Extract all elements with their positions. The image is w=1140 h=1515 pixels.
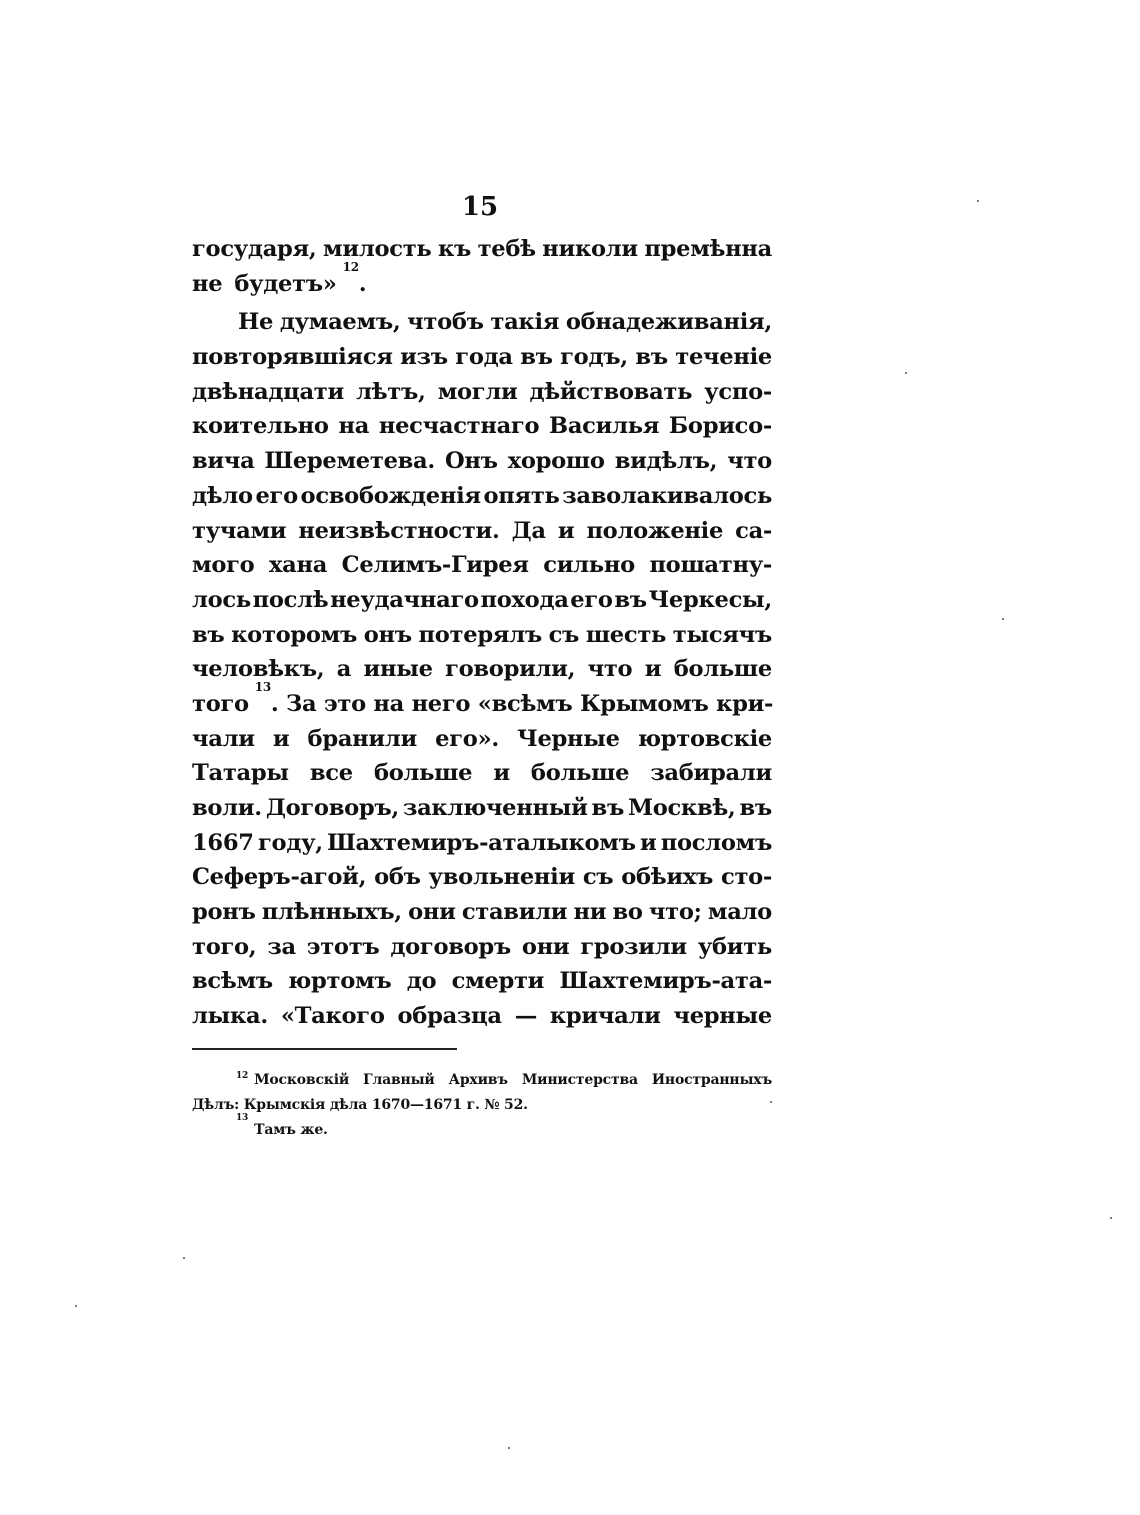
body-line	[192, 722, 772, 757]
word: въ	[520, 344, 553, 371]
word: въ	[192, 621, 225, 648]
word: дѣло	[192, 482, 253, 509]
word: убить	[697, 933, 772, 960]
word: во	[612, 899, 643, 926]
word: того	[192, 690, 249, 717]
body-line	[192, 583, 772, 618]
word: Татары	[192, 760, 289, 787]
word: черные	[673, 1003, 772, 1030]
scan-speck	[905, 372, 907, 374]
word: ронъ	[192, 899, 256, 926]
word: воли.	[192, 795, 262, 821]
footnote-12-line2: Дѣлъ: Крымскія дѣла 1670—1671 г. № 52.	[192, 1097, 528, 1113]
word: и	[493, 760, 510, 787]
footnote-word: Иностранныхъ	[651, 1072, 772, 1088]
word: образца	[397, 1003, 502, 1030]
body-line	[192, 259, 772, 302]
word: въ	[614, 586, 647, 613]
word: чтобъ	[407, 309, 484, 336]
word: его	[255, 482, 298, 509]
word: похода	[480, 586, 569, 613]
word: забирали	[650, 760, 772, 787]
word: «Такого	[280, 1003, 385, 1030]
footnote-13-marker: 13	[236, 1113, 249, 1123]
word: они	[521, 933, 570, 960]
body-line	[192, 479, 772, 514]
word: чали	[192, 725, 255, 752]
word: все	[309, 760, 353, 787]
body-line	[192, 679, 774, 722]
word: году,	[258, 829, 323, 856]
word: до	[406, 968, 437, 995]
word: са-	[735, 517, 772, 544]
word: Шахтемиръ-аталыкомъ	[327, 829, 636, 856]
word: могли	[437, 378, 518, 405]
word: иные	[363, 656, 433, 683]
word: въ	[591, 795, 624, 821]
word: Онъ	[445, 448, 498, 475]
word: милость	[323, 236, 432, 262]
word: Сеферъ-агой,	[192, 864, 367, 891]
body-line	[192, 548, 772, 583]
word: видѣлъ,	[614, 448, 718, 475]
word: сто-	[720, 864, 772, 891]
body-line	[192, 305, 772, 340]
word: тебѣ	[477, 236, 536, 262]
word: и	[639, 829, 657, 856]
word: кричали	[549, 1003, 661, 1030]
word: такія	[490, 309, 560, 336]
word: не	[192, 270, 223, 297]
body-line	[192, 791, 772, 826]
word: хана	[269, 552, 328, 579]
scan-speck	[1002, 618, 1004, 620]
word: думаемъ,	[279, 309, 401, 336]
footnote-divider	[192, 1048, 457, 1050]
line-tail: . За это на него «всѣмъ Крымомъ кри-	[270, 690, 774, 717]
word: Договоръ,	[265, 795, 399, 821]
word: пошатну-	[649, 552, 772, 579]
word: его	[570, 586, 613, 613]
footnote-12-first-word	[236, 1068, 349, 1093]
word: говорили,	[445, 656, 576, 683]
word: а	[336, 656, 352, 683]
word: что;	[648, 899, 702, 926]
word: неудачнаго	[330, 586, 479, 613]
word: изъ	[400, 344, 448, 371]
word: и	[644, 656, 662, 683]
word: послѣ	[252, 586, 329, 613]
word: ни	[573, 899, 607, 926]
word: больше	[673, 656, 772, 683]
word: двѣнадцати	[192, 378, 344, 405]
word: Борисо-	[668, 413, 772, 440]
word: Москвѣ,	[627, 795, 736, 821]
body-line	[192, 340, 772, 375]
word: лѣтъ,	[356, 378, 426, 405]
word: грозили	[580, 933, 687, 960]
body-line	[192, 756, 772, 791]
word: и	[272, 725, 290, 752]
word: юртовскіе	[637, 725, 772, 752]
body-text	[192, 232, 772, 1034]
line-tail: .	[358, 270, 367, 297]
body-line	[192, 999, 772, 1034]
page-number: 15	[461, 192, 499, 222]
word: юртомъ	[288, 968, 392, 995]
word: Шахтемиръ-ата-	[559, 968, 772, 995]
word: съ	[548, 621, 580, 648]
body-line	[192, 860, 772, 895]
footnote-word: Министерства	[521, 1072, 638, 1088]
word: теченіе	[675, 344, 772, 371]
body-line	[192, 444, 772, 479]
scan-speck	[75, 1305, 77, 1307]
word: больше	[373, 760, 473, 787]
word: плѣнныхъ,	[261, 899, 402, 926]
word: Селимъ-Гирея	[341, 552, 529, 579]
word: человѣкъ,	[192, 656, 325, 683]
word: къ	[437, 236, 472, 262]
footnote-word: Московскій	[254, 1072, 349, 1088]
word: въ	[739, 795, 772, 821]
word: Да	[511, 517, 546, 544]
footnote-reference: 12	[342, 259, 359, 274]
body-line	[192, 826, 772, 861]
word: всѣмъ	[192, 968, 273, 995]
word: объ	[374, 864, 421, 891]
word: ставили	[461, 899, 568, 926]
word: сильно	[543, 552, 635, 579]
footnote-12-line1	[192, 1068, 772, 1093]
word: договоръ	[390, 933, 511, 960]
footnote-13	[192, 1113, 772, 1143]
body-line	[192, 375, 772, 410]
word: того,	[192, 933, 257, 960]
word: шесть	[585, 621, 667, 648]
footnote-13-text: Тамъ же.	[254, 1122, 328, 1138]
word: года	[455, 344, 513, 371]
scan-speck	[770, 1101, 772, 1103]
word: освобожденія	[300, 482, 481, 509]
word: мого	[192, 552, 255, 579]
word: и	[557, 517, 575, 544]
word: на	[338, 413, 370, 440]
word: николи	[542, 236, 638, 262]
word: Не	[238, 309, 274, 336]
word: несчастнаго	[378, 413, 540, 440]
body-line	[192, 618, 772, 653]
word: государя,	[192, 236, 317, 262]
word: премѣнна	[644, 236, 772, 262]
word: тучами	[192, 517, 287, 544]
word: годъ,	[560, 344, 628, 371]
footnote-reference: 13	[254, 679, 271, 694]
body-line	[192, 895, 772, 930]
body-line	[192, 232, 772, 267]
word: лось	[192, 586, 251, 613]
word: Василья	[549, 413, 660, 440]
word: съ	[582, 864, 614, 891]
word: вича	[192, 448, 255, 475]
word: будетъ»	[234, 270, 337, 297]
word: заволакивалось	[562, 482, 772, 509]
scan-speck	[508, 1447, 510, 1449]
word: Черкесы,	[648, 586, 772, 613]
footnote-12-marker: 12	[236, 1071, 249, 1081]
word: лыка.	[192, 1003, 268, 1030]
body-line	[192, 964, 772, 999]
word: хорошо	[507, 448, 605, 475]
footnote-word: Архивъ	[448, 1072, 508, 1088]
word: успо-	[704, 378, 772, 405]
footnote-word: Главный	[363, 1072, 435, 1088]
word: —	[514, 1003, 537, 1030]
word: что	[587, 656, 633, 683]
word: въ	[635, 344, 668, 371]
word: этотъ	[306, 933, 380, 960]
word: за	[267, 933, 296, 960]
word: Шереметева.	[264, 448, 435, 475]
word: повторявшіяся	[192, 344, 393, 371]
body-line	[192, 409, 772, 444]
scan-speck	[183, 1257, 185, 1259]
word: что	[727, 448, 772, 475]
word: больше	[530, 760, 630, 787]
word: мало	[707, 899, 772, 926]
word: посломъ	[660, 829, 772, 856]
word: смерти	[451, 968, 545, 995]
word: увольненіи	[428, 864, 575, 891]
word: его».	[435, 725, 499, 752]
word: коительно	[192, 413, 329, 440]
word: заключенный	[402, 795, 588, 821]
word: потерялъ	[418, 621, 542, 648]
word: обѣихъ	[621, 864, 714, 891]
word: обнадеживанія,	[565, 309, 772, 336]
body-line	[192, 652, 772, 687]
word: дѣйствовать	[529, 378, 693, 405]
scan-speck	[977, 200, 979, 202]
word: 1667	[192, 829, 254, 856]
word: онъ	[363, 621, 412, 648]
word: тысячъ	[672, 621, 772, 648]
word: они	[408, 899, 456, 926]
body-line	[192, 514, 772, 549]
word: опять	[483, 482, 560, 509]
word: положеніе	[586, 517, 724, 544]
scan-speck	[1110, 1217, 1112, 1219]
footnotes	[192, 1068, 772, 1143]
word: бранили	[307, 725, 417, 752]
word: которомъ	[231, 621, 358, 648]
word: неизвѣстности.	[298, 517, 500, 544]
body-line	[192, 930, 772, 965]
word: Черные	[517, 725, 620, 752]
